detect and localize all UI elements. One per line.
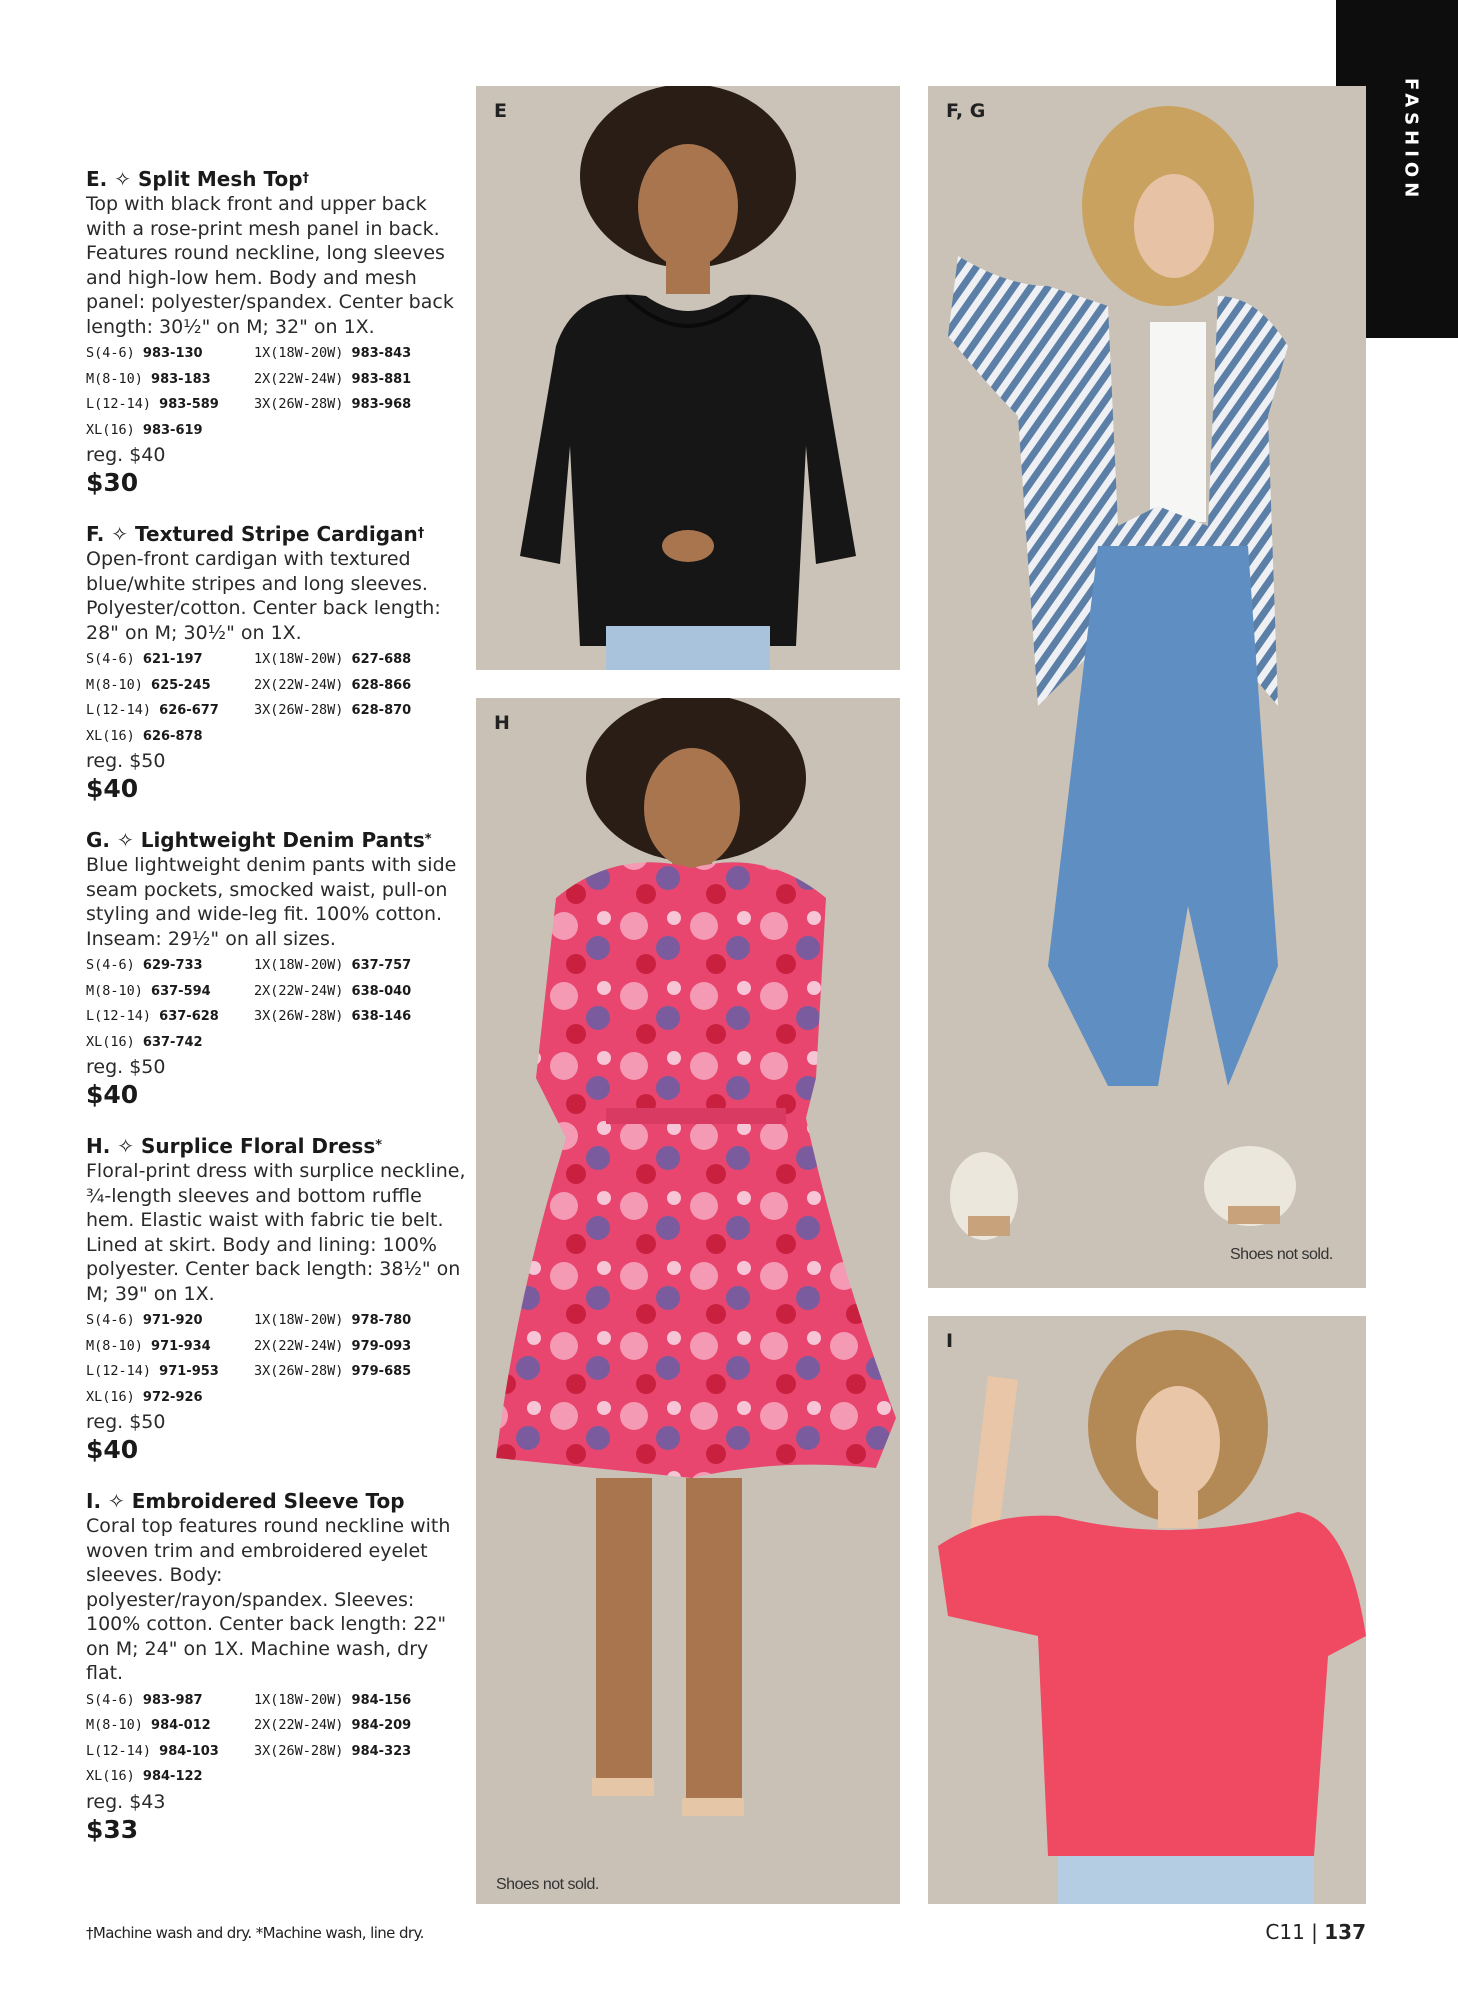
diamond-icon: ✧: [101, 1489, 132, 1513]
size-cell: [86, 341, 254, 367]
photo-h: [476, 698, 900, 1904]
size-label: 3X(26W-28W): [254, 396, 344, 412]
regular-price: reg. $40: [86, 444, 166, 466]
size-cell: [254, 1385, 464, 1411]
size-cell: [254, 673, 464, 699]
size-cell: [86, 724, 254, 750]
product-title: [86, 521, 466, 547]
product-description: Blue lightweight denim pants with side seam pockets, smocked waist, pull-on styling and wide-leg fit. 100% cotton. Inseam: 29½" on all sizes.: [86, 854, 457, 950]
care-mark: †: [417, 526, 425, 541]
photo-h-note: Shoes not sold.: [496, 1876, 599, 1893]
size-cell: [254, 724, 464, 750]
size-label: S(4-6): [86, 957, 135, 973]
product-name: Embroidered Sleeve Top: [131, 1489, 405, 1513]
regular-price: reg. $50: [86, 1056, 166, 1078]
item-code: 983-619: [142, 422, 203, 438]
item-code: 984-156: [351, 1692, 412, 1708]
item-code: 626-677: [159, 703, 219, 718]
size-cell: [86, 698, 254, 724]
item-code: 638-040: [351, 983, 412, 999]
item-code: 625-245: [151, 677, 211, 693]
regular-price: reg. $50: [86, 750, 166, 772]
regular-price: reg. $50: [86, 1411, 166, 1433]
item-code: 971-953: [159, 1364, 219, 1379]
size-label: XL(16): [86, 421, 135, 438]
size-label: S(4-6): [86, 1691, 135, 1708]
size-label: L(12-14): [86, 702, 152, 718]
item-code: 638-146: [351, 1009, 412, 1024]
photo-h-illustration: [476, 698, 900, 1904]
photo-e: [476, 86, 900, 670]
item-code: 628-870: [351, 703, 412, 718]
care-footnote: †Machine wash and dry. *Machine wash, line dry.: [86, 1924, 424, 1942]
size-cell: [254, 1334, 464, 1360]
size-cell: [254, 1713, 464, 1739]
product-letter: F.: [86, 522, 105, 546]
sale-price: $40: [86, 1435, 139, 1464]
item-code: 637-594: [151, 983, 211, 999]
size-cell: [254, 647, 464, 673]
item-code: 984-103: [159, 1743, 219, 1759]
item-code: 629-733: [142, 958, 203, 973]
product-description: Coral top features round neckline with woven trim and embroidered eyelet sleeves. Body: polyester/rayon/spandex. Sleeves: 100% cotton. Center back length: 22" on M; 24" on 1X. Machine wash, dry flat.: [86, 1515, 451, 1684]
size-label: 2X(22W-24W): [254, 676, 344, 693]
sale-price: $40: [86, 774, 139, 803]
photo-fg: [928, 86, 1366, 1288]
sale-price: $30: [86, 468, 139, 497]
size-label: S(4-6): [86, 651, 135, 667]
size-cell: [254, 1764, 464, 1790]
photo-fg-tag: F, G: [946, 100, 986, 122]
product-2: [86, 521, 466, 805]
photo-i-illustration: [928, 1316, 1366, 1904]
size-label: 3X(26W-28W): [254, 1008, 344, 1024]
photo-fg-note: Shoes not sold.: [1230, 1246, 1333, 1263]
product-title: [86, 827, 466, 853]
size-cell: [86, 418, 254, 444]
size-label: L(12-14): [86, 1008, 152, 1024]
diamond-icon: ✧: [107, 167, 138, 191]
size-cell: [86, 1764, 254, 1790]
size-cell: [254, 1308, 464, 1334]
size-cell: [254, 392, 464, 418]
item-code: 983-968: [351, 397, 412, 412]
item-code: 637-757: [351, 958, 412, 973]
size-label: L(12-14): [86, 396, 152, 412]
page-number-value: 137: [1324, 1920, 1366, 1944]
care-mark: †: [302, 171, 310, 186]
size-cell: [86, 647, 254, 673]
photo-fg-illustration: [928, 86, 1366, 1288]
size-cell: [254, 953, 464, 979]
size-label: 1X(18W-20W): [254, 345, 344, 361]
size-label: M(8-10): [86, 676, 143, 693]
diamond-icon: ✧: [110, 828, 141, 852]
regular-price: reg. $43: [86, 1790, 166, 1813]
diamond-icon: ✧: [110, 1134, 142, 1158]
product-name: Split Mesh Top: [137, 167, 303, 191]
size-cell: [86, 1688, 254, 1714]
size-cell: [86, 673, 254, 699]
item-code: 983-589: [159, 397, 219, 412]
size-cell: [86, 1004, 254, 1030]
size-label: S(4-6): [86, 345, 135, 361]
photo-e-illustration: [476, 86, 900, 670]
size-label: S(4-6): [86, 1312, 135, 1328]
photo-h-tag: H: [494, 712, 510, 734]
item-code: 628-866: [351, 677, 412, 693]
size-label: M(8-10): [86, 1717, 143, 1733]
section-tab-label: FASHION: [1400, 78, 1422, 203]
product-description: Floral-print dress with surplice neckline, ¾-length sleeves and bottom ruffle hem. Elastic waist with fabric tie belt. Lined at skirt. Body and lining: 100% polyester. Center back length: 38½" on M; 39" on 1X.: [86, 1160, 466, 1305]
product-title: [86, 1133, 466, 1159]
product-3: [86, 827, 466, 1111]
size-cell: [254, 367, 464, 393]
size-table: [86, 953, 466, 1055]
size-label: 1X(18W-20W): [254, 957, 344, 973]
size-label: 3X(26W-28W): [254, 702, 344, 718]
size-cell: [86, 1713, 254, 1739]
size-label: 1X(18W-20W): [254, 1312, 344, 1328]
size-cell: [86, 979, 254, 1005]
product-letter: I.: [86, 1489, 102, 1513]
size-cell: [254, 1004, 464, 1030]
product-title: [86, 1488, 466, 1514]
item-code: 637-742: [142, 1034, 203, 1050]
size-label: 2X(22W-24W): [254, 370, 344, 387]
size-label: XL(16): [86, 727, 135, 744]
photo-i: [928, 1316, 1366, 1904]
item-code: 627-688: [351, 652, 412, 667]
item-code: 984-122: [142, 1769, 203, 1784]
size-cell: [86, 392, 254, 418]
size-label: L(12-14): [86, 1363, 152, 1379]
product-list: [86, 166, 466, 1868]
item-code: 983-881: [351, 371, 412, 387]
product-letter: E.: [86, 167, 108, 191]
size-label: 3X(26W-28W): [254, 1742, 344, 1759]
product-letter: H.: [86, 1134, 111, 1158]
item-code: 984-323: [351, 1743, 412, 1759]
size-label: 3X(26W-28W): [254, 1363, 344, 1379]
size-label: M(8-10): [86, 982, 143, 999]
photo-i-tag: I: [946, 1330, 954, 1352]
photo-e-tag: E: [494, 100, 507, 122]
item-code: 984-012: [151, 1718, 211, 1733]
size-label: 1X(18W-20W): [254, 651, 344, 667]
product-description: Open-front cardigan with textured blue/white stripes and long sleeves. Polyester/cotton. Center back length: 28" on M; 30½" on 1X.: [86, 548, 441, 644]
item-code: 621-197: [142, 652, 203, 667]
size-cell: [254, 698, 464, 724]
product-4: [86, 1133, 466, 1466]
product-name: Lightweight Denim Pants: [140, 828, 425, 852]
size-table: [86, 1308, 466, 1410]
size-cell: [86, 1739, 254, 1765]
size-label: 2X(22W-24W): [254, 1337, 344, 1354]
care-mark: *: [424, 832, 432, 847]
size-table: [86, 647, 466, 749]
size-cell: [254, 1739, 464, 1765]
size-cell: [86, 1308, 254, 1334]
care-mark: *: [375, 1138, 383, 1153]
size-label: 2X(22W-24W): [254, 982, 344, 999]
size-cell: [254, 1030, 464, 1056]
item-code: 978-780: [351, 1313, 412, 1328]
item-code: 971-920: [142, 1313, 203, 1328]
size-cell: [254, 979, 464, 1005]
size-label: L(12-14): [86, 1742, 152, 1759]
product-name: Surplice Floral Dress: [141, 1134, 376, 1158]
item-code: 983-130: [142, 346, 203, 361]
size-label: XL(16): [86, 1768, 135, 1784]
size-cell: [254, 1359, 464, 1385]
item-code: 972-926: [142, 1389, 203, 1405]
size-cell: [86, 1359, 254, 1385]
product-name: Textured Stripe Cardigan: [135, 522, 418, 546]
size-table: [86, 341, 466, 443]
sale-price: $40: [86, 1080, 139, 1109]
size-label: 1X(18W-20W): [254, 1691, 344, 1708]
item-code: 983-183: [151, 371, 211, 387]
page-section: C11 |: [1265, 1920, 1318, 1944]
item-code: 626-878: [142, 728, 203, 744]
product-description: Top with black front and upper back with a rose-print mesh panel in back. Features round neckline, long sleeves and high-low hem. Body and mesh panel: polyester/spandex. Center back length: 30½" on M; 32" on 1X.: [86, 193, 454, 338]
size-label: M(8-10): [86, 370, 143, 387]
size-table: [86, 1688, 466, 1790]
size-cell: [254, 418, 464, 444]
item-code: 983-843: [351, 346, 412, 361]
item-code: 979-685: [351, 1364, 412, 1379]
sale-price: $33: [86, 1814, 139, 1844]
page-number: [1265, 1920, 1366, 1944]
size-label: XL(16): [86, 1388, 135, 1405]
item-code: 984-209: [351, 1718, 412, 1733]
size-cell: [86, 1385, 254, 1411]
item-code: 637-628: [159, 1009, 219, 1024]
size-cell: [254, 341, 464, 367]
size-cell: [86, 1334, 254, 1360]
product-5: [86, 1488, 466, 1846]
product-1: [86, 166, 466, 499]
size-cell: [86, 367, 254, 393]
size-cell: [254, 1688, 464, 1714]
item-code: 983-987: [142, 1692, 203, 1708]
item-code: 971-934: [151, 1338, 211, 1354]
diamond-icon: ✧: [104, 522, 136, 546]
product-letter: G.: [86, 828, 111, 852]
size-label: XL(16): [86, 1033, 135, 1050]
product-title: [86, 166, 466, 192]
item-code: 979-093: [351, 1338, 412, 1354]
size-cell: [86, 953, 254, 979]
size-label: M(8-10): [86, 1337, 143, 1354]
size-label: 2X(22W-24W): [254, 1717, 344, 1733]
size-cell: [86, 1030, 254, 1056]
